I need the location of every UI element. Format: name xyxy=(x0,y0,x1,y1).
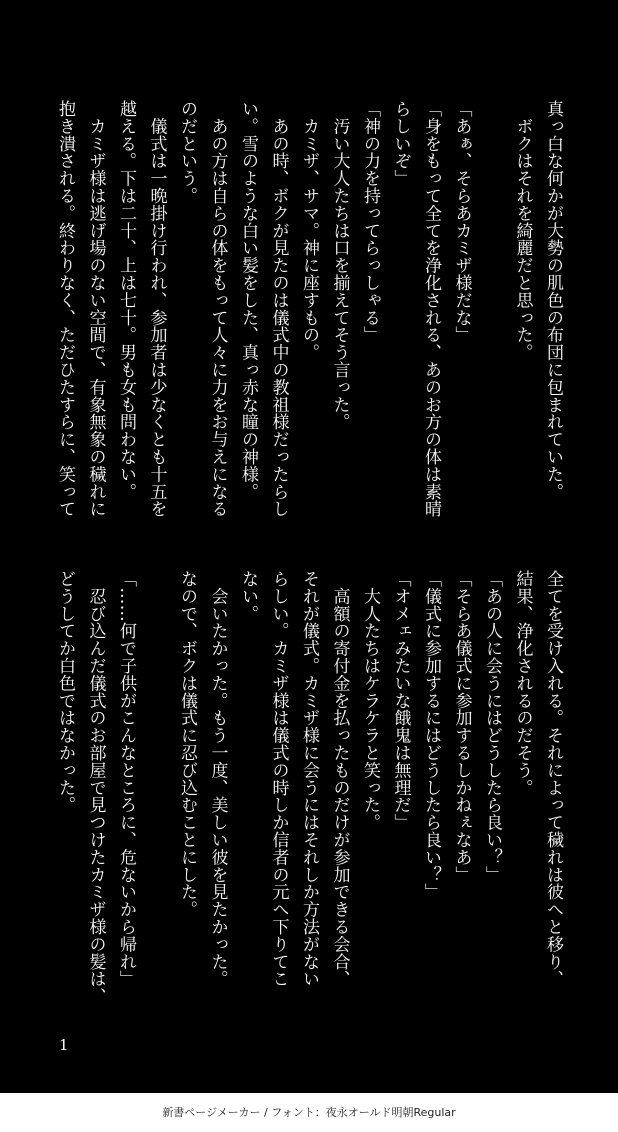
text-line: あの時、ボクが見たのは儀式中の教祖様だったらし xyxy=(268,100,289,518)
text-line: 汚い大人たちは口を揃えてそう言った。 xyxy=(329,100,350,431)
text-block-upper xyxy=(50,100,569,540)
text-line: 「……何で子供がこんなところに、危ないから帰れ」 xyxy=(116,570,136,988)
text-line: 真っ白な何かが大勢の肌色の布団に包まれていた。 xyxy=(543,100,563,501)
text-line: 「神の力を持ってらっしゃる」 xyxy=(360,100,380,344)
text-line: 「身をもって全てを浄化される、あのお方の体は素晴 xyxy=(421,100,441,518)
text-line: 会いたかった。もう一度、美しい彼を見たかった。 xyxy=(207,570,228,988)
text-line: 結果、浄化されるのだそう。 xyxy=(512,570,533,797)
text-line: カミザ、サマ。神に座すもの。 xyxy=(299,100,319,361)
text-line: ない。 xyxy=(238,570,258,623)
text-line: カミザ様は逃げ場のない空間で、有象無象の穢れに xyxy=(85,100,106,518)
text-line: 全てを受け入れる。それによって穢れは彼へと移り、 xyxy=(543,570,563,988)
text-line: 儀式は一晩掛け行われ、参加者は少なくとも十五を xyxy=(146,100,167,518)
text-line: 「儀式に参加するにはどうしたら良い？」 xyxy=(421,570,441,901)
text-line xyxy=(477,100,508,540)
text-line: ボクはそれを綺麗だと思った。 xyxy=(512,100,533,361)
text-line: それが儀式。カミザ様に会うにはそれしか方法がない xyxy=(299,570,319,988)
text-line: らしい。カミザ様は儀式の時しか信者の元へ下りてこ xyxy=(268,570,289,988)
text-line: 抱き潰される。終わりなく、ただひたすらに、笑って xyxy=(55,100,75,518)
text-line: 高額の寄付金を払ったものだけが参加できる会合、 xyxy=(329,570,350,988)
text-line: 「あぁ、そらあカミザ様だな」 xyxy=(451,100,472,344)
text-line: 大人たちはケラケラと笑った。 xyxy=(360,570,380,831)
text-line: あの方は自らの体をもって人々に力をお与えになる xyxy=(207,100,228,518)
text-line: い。雪のような白い髪をした、真っ赤な瞳の神様。 xyxy=(238,100,258,501)
text-line: らしいぞ」 xyxy=(390,100,411,187)
page-number: 1 xyxy=(59,1036,69,1054)
text-block-lower xyxy=(50,570,569,1010)
text-line: 「あの人に会うにはどうしたら良い？」 xyxy=(482,570,502,884)
text-line: 「そらあ儀式に参加するしかねぇなあ」 xyxy=(451,570,472,884)
footer-credit: 新書ページメーカー / フォント：夜永オールド明朝Regular xyxy=(162,1106,456,1119)
text-line: 忍び込んだ儀式のお部屋で見つけたカミザ様の髪は、 xyxy=(85,570,106,1005)
text-line: のだという。 xyxy=(177,100,197,205)
text-line xyxy=(141,570,172,1010)
text-line: なので、ボクは儀式に忍び込むことにした。 xyxy=(177,570,197,918)
text-line: 「オメェみたいな餓鬼は無理だ」 xyxy=(390,570,411,831)
text-line: 越える。下は二十、上は七十。男も女も問わない。 xyxy=(116,100,136,501)
text-line: どうしてか白色ではなかった。 xyxy=(55,570,75,814)
